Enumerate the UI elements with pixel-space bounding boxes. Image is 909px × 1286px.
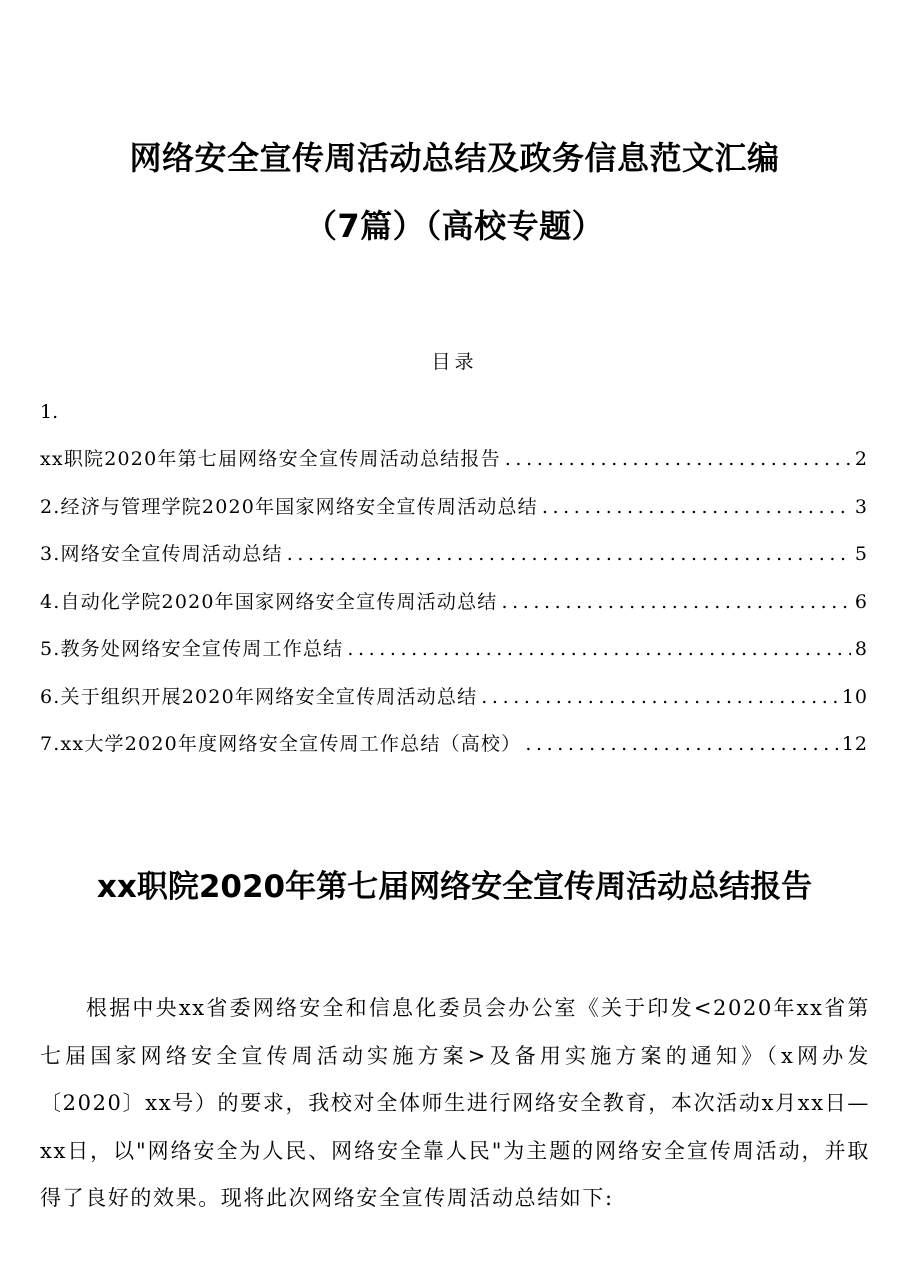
toc-entry-title: xx职院2020年第七届网络安全宣传周活动总结报告 (40, 448, 501, 470)
toc-entry-4[interactable] (40, 588, 868, 636)
table-of-contents (40, 445, 868, 778)
toc-leader-dots (287, 540, 851, 568)
toc-entry-title: 2.经济与管理学院2020年国家网络安全宣传周活动总结 (40, 495, 538, 518)
toc-entry-title: 3.网络安全宣传周活动总结 (40, 543, 283, 565)
toc-entry-page: 8 (854, 638, 868, 660)
toc-entry-page: 12 (841, 733, 868, 755)
document-title-line-1: 网络安全宣传周活动总结及政务信息范文汇编 (129, 139, 780, 177)
toc-entry-title: 4.自动化学院2020年国家网络安全宣传周活动总结 (40, 590, 498, 613)
toc-entry-title: 7.xx大学2020年度网络安全宣传周工作总结（高校） (40, 733, 522, 755)
toc-leader-dots (501, 588, 850, 616)
document-title-line-2: （7篇）（高校专题） (304, 207, 605, 245)
toc-entry-page: 5 (854, 543, 868, 565)
section-paragraph: 根据中央xx省委网络安全和信息化委员会办公室《关于印发<2020年xx省第七届国家网络安全宣传周活动实施方案>及备用实施方案的通知》（x网办发〔2020〕xx号）的要求，我校对全体师生进行网络安全教育，本次活动x月xx日—xx日，以"网络安全为人民、网络安全靠人民"为主题的网络安全宣传周活动，并取得了良好的效果。现将此次网络安全宣传周活动总结如下: (40, 996, 870, 1210)
toc-leader-dots (525, 730, 837, 758)
toc-leader-dots (542, 493, 851, 521)
toc-entry-page: 3 (854, 495, 868, 518)
toc-leader-dots (481, 683, 838, 711)
toc-entry-page: 2 (854, 448, 868, 470)
toc-leader-dots (505, 445, 851, 473)
toc-entry-page: 10 (841, 685, 868, 708)
toc-entry-title: 5.教务处网络安全宣传周工作总结 (40, 638, 344, 660)
toc-first-number: 1. (40, 401, 59, 423)
toc-entry-title: 6.关于组织开展2020年网络安全宣传周活动总结 (40, 685, 478, 708)
toc-entry-3[interactable] (40, 540, 868, 588)
toc-entry-7[interactable] (40, 730, 868, 778)
toc-entry-5[interactable] (40, 635, 868, 683)
toc-entry-2[interactable] (40, 493, 868, 541)
toc-entry-page: 6 (854, 590, 868, 613)
toc-heading: 目录 (431, 351, 478, 373)
toc-leader-dots (347, 635, 851, 663)
section-title: xx职院2020年第七届网络安全宣传周活动总结报告 (96, 868, 813, 905)
toc-entry-1[interactable] (40, 445, 868, 493)
toc-entry-6[interactable] (40, 683, 868, 731)
